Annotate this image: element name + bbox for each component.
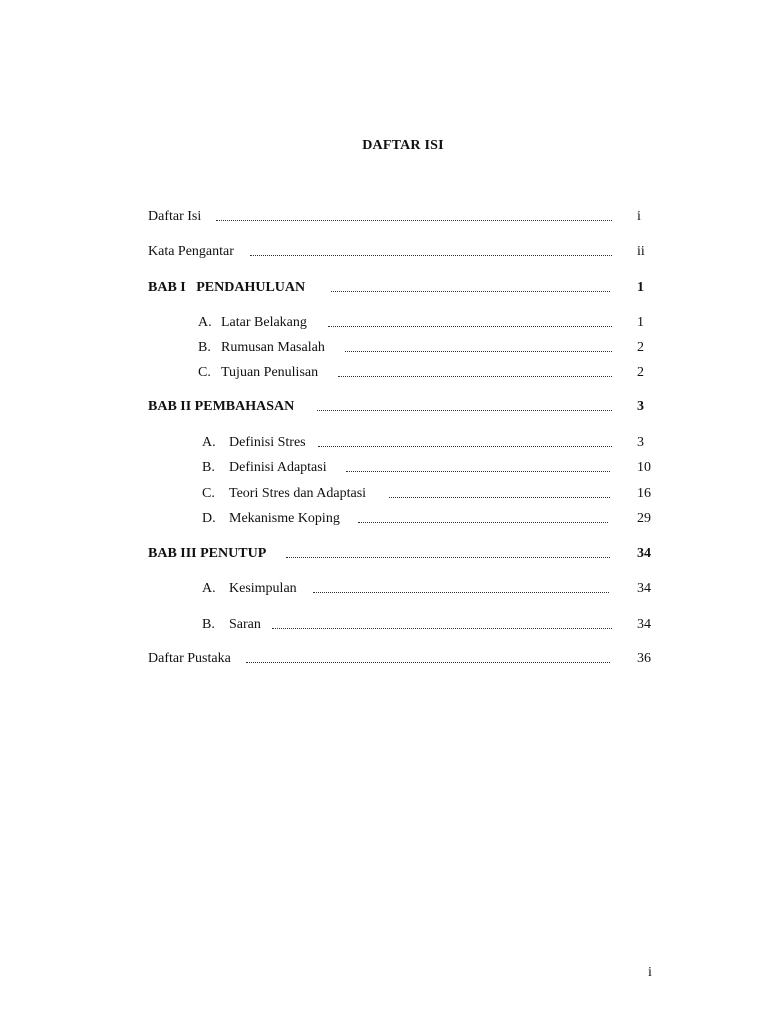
toc-subentry-letter: A. (202, 435, 216, 450)
toc-subentry-letter: C. (202, 486, 215, 501)
toc-subentry-page: 2 (637, 340, 644, 355)
dot-leader (216, 220, 612, 221)
toc-subentry-label: Definisi Adaptasi (229, 460, 327, 475)
toc-subentry-saran[interactable] (0, 616, 768, 634)
dot-leader (331, 291, 610, 292)
dot-leader (313, 592, 609, 593)
toc-subentry-tujuan-penulisan[interactable] (0, 364, 768, 382)
toc-subentry-page: 16 (637, 486, 651, 501)
toc-entry-daftar-pustaka[interactable] (0, 650, 768, 668)
toc-chapter-page: 34 (637, 546, 651, 561)
dot-leader (389, 497, 610, 498)
dot-leader (345, 351, 612, 352)
toc-chapter-bab-ii[interactable] (0, 398, 768, 416)
toc-subentry-letter: A. (198, 315, 212, 330)
toc-subentry-letter: A. (202, 581, 216, 596)
toc-entry-daftar-isi[interactable] (0, 208, 768, 226)
toc-subentry-label: Tujuan Penulisan (221, 365, 319, 380)
toc-subentry-page: 2 (637, 365, 644, 380)
toc-chapter-label: BAB III PENUTUP (148, 546, 267, 561)
toc-subentry-letter: B. (202, 460, 215, 475)
toc-subentry-label: Rumusan Masalah (221, 340, 325, 355)
toc-chapter-bab-iii[interactable] (0, 545, 768, 563)
toc-subentry-latar-belakang[interactable] (0, 314, 768, 332)
toc-subentry-kesimpulan[interactable] (0, 580, 768, 598)
toc-subentry-rumusan-masalah[interactable] (0, 339, 768, 357)
toc-chapter-label: BAB II PEMBAHASAN (148, 399, 295, 414)
dot-leader (358, 522, 608, 523)
toc-subentry-page: 10 (637, 460, 651, 475)
dot-leader (246, 662, 610, 663)
page-title: DAFTAR ISI (362, 138, 444, 153)
toc-subentry-definisi-adaptasi[interactable] (0, 459, 768, 477)
toc-entry-page: ii (637, 244, 645, 259)
toc-subentry-teori-stres-dan-adaptasi[interactable] (0, 485, 768, 503)
toc-entry-label: Daftar Isi (148, 209, 202, 224)
toc-subentry-label: Saran (229, 617, 261, 632)
toc-subentry-mekanisme-koping[interactable] (0, 510, 768, 528)
toc-subentry-letter: C. (198, 365, 211, 380)
toc-subentry-label: Mekanisme Koping (229, 511, 340, 526)
toc-subentry-label: Teori Stres dan Adaptasi (229, 486, 367, 501)
toc-chapter-page: 3 (637, 399, 644, 414)
footer-page-number: i (648, 965, 652, 980)
toc-entry-page: i (637, 209, 641, 224)
dot-leader (286, 557, 610, 558)
dot-leader (328, 326, 612, 327)
toc-subentry-letter: D. (202, 511, 216, 526)
toc-subentry-letter: B. (202, 617, 215, 632)
dot-leader (338, 376, 612, 377)
toc-chapter-page: 1 (637, 280, 644, 295)
dot-leader (346, 471, 610, 472)
toc-subentry-page: 34 (637, 617, 651, 632)
toc-subentry-label: Kesimpulan (229, 581, 297, 596)
toc-subentry-definisi-stres[interactable] (0, 434, 768, 452)
toc-subentry-page: 1 (637, 315, 644, 330)
dot-leader (318, 446, 612, 447)
toc-entry-label: Daftar Pustaka (148, 651, 231, 666)
toc-subentry-label: Latar Belakang (221, 315, 307, 330)
dot-leader (317, 410, 612, 411)
toc-subentry-letter: B. (198, 340, 211, 355)
toc-chapter-label: BAB I PENDAHULUAN (148, 280, 306, 295)
toc-entry-page: 36 (637, 651, 651, 666)
dot-leader (250, 255, 612, 256)
toc-subentry-page: 29 (637, 511, 651, 526)
toc-entry-kata-pengantar[interactable] (0, 243, 768, 261)
dot-leader (272, 628, 612, 629)
toc-chapter-bab-i[interactable] (0, 279, 768, 297)
toc-subentry-page: 34 (637, 581, 651, 596)
toc-subentry-page: 3 (637, 435, 644, 450)
toc-subentry-label: Definisi Stres (229, 435, 306, 450)
toc-entry-label: Kata Pengantar (148, 244, 234, 259)
